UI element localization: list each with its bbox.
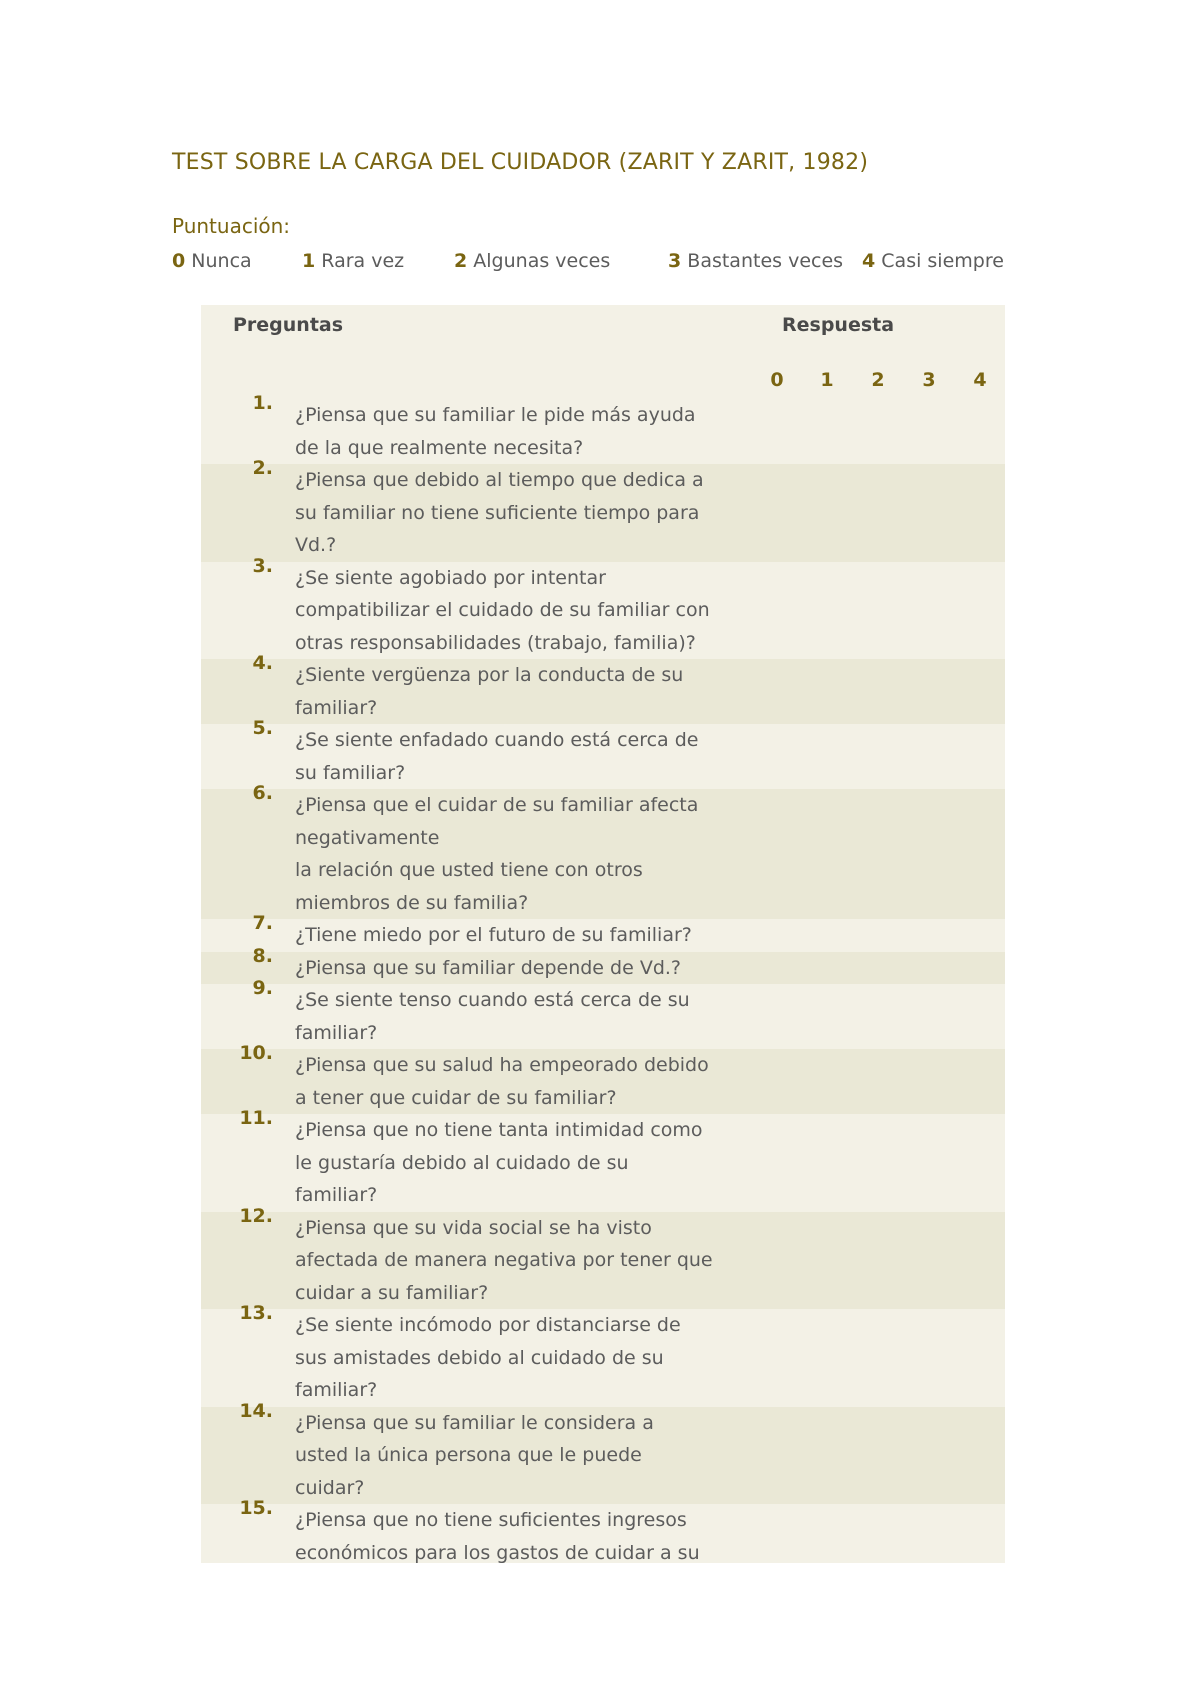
question-text-line: ¿Se siente tenso cuando está cerca de su (295, 989, 690, 1011)
question-number: 11. (239, 1107, 273, 1129)
question-row (201, 652, 1005, 724)
question-row (201, 1497, 1005, 1563)
question-text-line: cuidar? (295, 1476, 365, 1499)
question-row (201, 977, 1005, 1049)
scoring-option-2 (454, 250, 610, 272)
question-text-line: su familiar no tiene suficiente tiempo para (295, 501, 700, 524)
question-text-line: familiar? (295, 1184, 378, 1206)
question-text-line: ¿Siente vergüenza por la conducta de su (295, 664, 684, 686)
question-number: 6. (252, 782, 273, 804)
question-row (201, 1204, 1005, 1310)
question-text-line: familiar? (295, 696, 378, 719)
question-text-line: Vd.? (295, 534, 337, 556)
scoring-option-number: 0 (172, 250, 186, 272)
question-text-line: ¿Se siente enfadado cuando está cerca de (295, 729, 699, 751)
question-number: 7. (252, 912, 273, 934)
answer-column-2: 2 (871, 369, 885, 391)
question-number: 10. (239, 1042, 273, 1064)
question-text (295, 1114, 755, 1212)
question-number: 2. (252, 457, 273, 479)
question-row (201, 782, 1005, 919)
question-row (201, 944, 1005, 985)
question-text (295, 919, 755, 952)
question-text-line: usted la única persona que le puede (295, 1444, 642, 1466)
question-row (201, 457, 1005, 562)
question-row (201, 1302, 1005, 1407)
question-text-line: afectada de manera negativa por tener que (295, 1249, 713, 1271)
question-text-line: ¿Tiene miedo por el futuro de su familiar? (295, 924, 692, 946)
question-text-line: compatibilizar el cuidado de su familiar con (295, 599, 710, 621)
question-row (201, 1042, 1005, 1114)
question-text-line: ¿Piensa que no tiene tanta intimidad como (295, 1119, 703, 1141)
scoring-option-label: Nunca (191, 250, 252, 272)
question-text (295, 399, 755, 464)
question-text (295, 984, 755, 1049)
answer-column-1: 1 (820, 369, 834, 391)
question-text (295, 1504, 755, 1563)
scoring-option-label: Casi siempre (881, 250, 1004, 272)
question-row (201, 1107, 1005, 1212)
scoring-option-3 (668, 250, 843, 272)
scoring-option-label: Bastantes veces (687, 250, 844, 272)
scoring-option-0 (172, 250, 252, 272)
question-text-line: sus amistades debido al cuidado de su (295, 1346, 664, 1369)
question-row (201, 717, 1005, 789)
scoring-option-label: Algunas veces (473, 250, 611, 272)
answer-header: Respuesta (782, 314, 895, 336)
question-text-line: familiar? (295, 1021, 378, 1044)
question-number: 15. (239, 1497, 273, 1519)
question-text (295, 659, 755, 724)
question-text-line: ¿Piensa que su salud ha empeorado debido (295, 1054, 709, 1076)
question-text-line: cuidar a su familiar? (295, 1281, 489, 1304)
questions-header: Preguntas (233, 314, 344, 336)
scoring-option-number: 4 (862, 250, 876, 272)
question-row (201, 1399, 1005, 1505)
question-text-line: otras responsabilidades (trabajo, familia)? (295, 631, 696, 654)
question-number: 9. (252, 977, 273, 999)
question-text (295, 789, 755, 919)
question-text (295, 464, 755, 562)
question-text-line: ¿Piensa que el cuidar de su familiar afecta (295, 794, 699, 816)
scoring-heading: Puntuación: (172, 214, 291, 238)
question-text-line: de la que realmente necesita? (295, 436, 584, 459)
question-text (295, 724, 755, 789)
question-number: 12. (239, 1204, 273, 1227)
question-number: 4. (252, 652, 273, 674)
questionnaire-table (201, 305, 1005, 1563)
scoring-option-1 (302, 250, 404, 272)
question-number: 8. (252, 944, 273, 967)
question-text-line: a tener que cuidar de su familiar? (295, 1086, 617, 1109)
question-row (201, 912, 1005, 952)
scoring-option-label: Rara vez (321, 250, 405, 272)
question-number: 1. (252, 392, 273, 414)
question-text (295, 562, 755, 660)
scoring-option-number: 2 (454, 250, 468, 272)
question-text-line: ¿Piensa que su familiar le pide más ayuda (295, 404, 696, 426)
answer-column-3: 3 (922, 369, 936, 391)
question-text-line: negativamente (295, 826, 440, 849)
question-text-line: económicos para los gastos de cuidar a su (295, 1541, 700, 1563)
question-number: 3. (252, 554, 273, 577)
question-text-line: su familiar? (295, 761, 406, 784)
question-text-line: ¿Se siente incómodo por distanciarse de (295, 1314, 681, 1336)
question-number: 13. (239, 1302, 273, 1324)
scoring-option-number: 1 (302, 250, 316, 272)
answer-column-0: 0 (770, 369, 784, 391)
question-text-line: la relación que usted tiene con otros (295, 859, 643, 881)
answer-column-4: 4 (973, 369, 987, 391)
question-text-line: miembros de su familia? (295, 891, 529, 914)
question-text-line: ¿Piensa que debido al tiempo que dedica a (295, 469, 704, 491)
question-text (295, 952, 755, 985)
question-text-line: ¿Piensa que su familiar le considera a (295, 1411, 654, 1434)
question-text-line: familiar? (295, 1379, 378, 1401)
question-number: 5. (252, 717, 273, 739)
question-text-line: le gustaría debido al cuidado de su (295, 1151, 629, 1174)
question-text (295, 1212, 755, 1310)
question-text (295, 1407, 755, 1505)
question-text-line: ¿Piensa que su vida social se ha visto (295, 1216, 652, 1239)
scoring-option-number: 3 (668, 250, 682, 272)
question-row (201, 392, 1005, 464)
question-text (295, 1049, 755, 1114)
question-text-line: ¿Piensa que no tiene suficientes ingresos (295, 1509, 687, 1531)
question-row (201, 554, 1005, 660)
question-number: 14. (239, 1399, 273, 1422)
question-text-line: ¿Piensa que su familiar depende de Vd.? (295, 956, 682, 979)
document-title: TEST SOBRE LA CARGA DEL CUIDADOR (ZARIT Y ZARIT, 1982) (172, 150, 869, 175)
question-text-line: ¿Se siente agobiado por intentar (295, 566, 606, 589)
question-text (295, 1309, 755, 1407)
scoring-option-4 (862, 250, 1004, 272)
